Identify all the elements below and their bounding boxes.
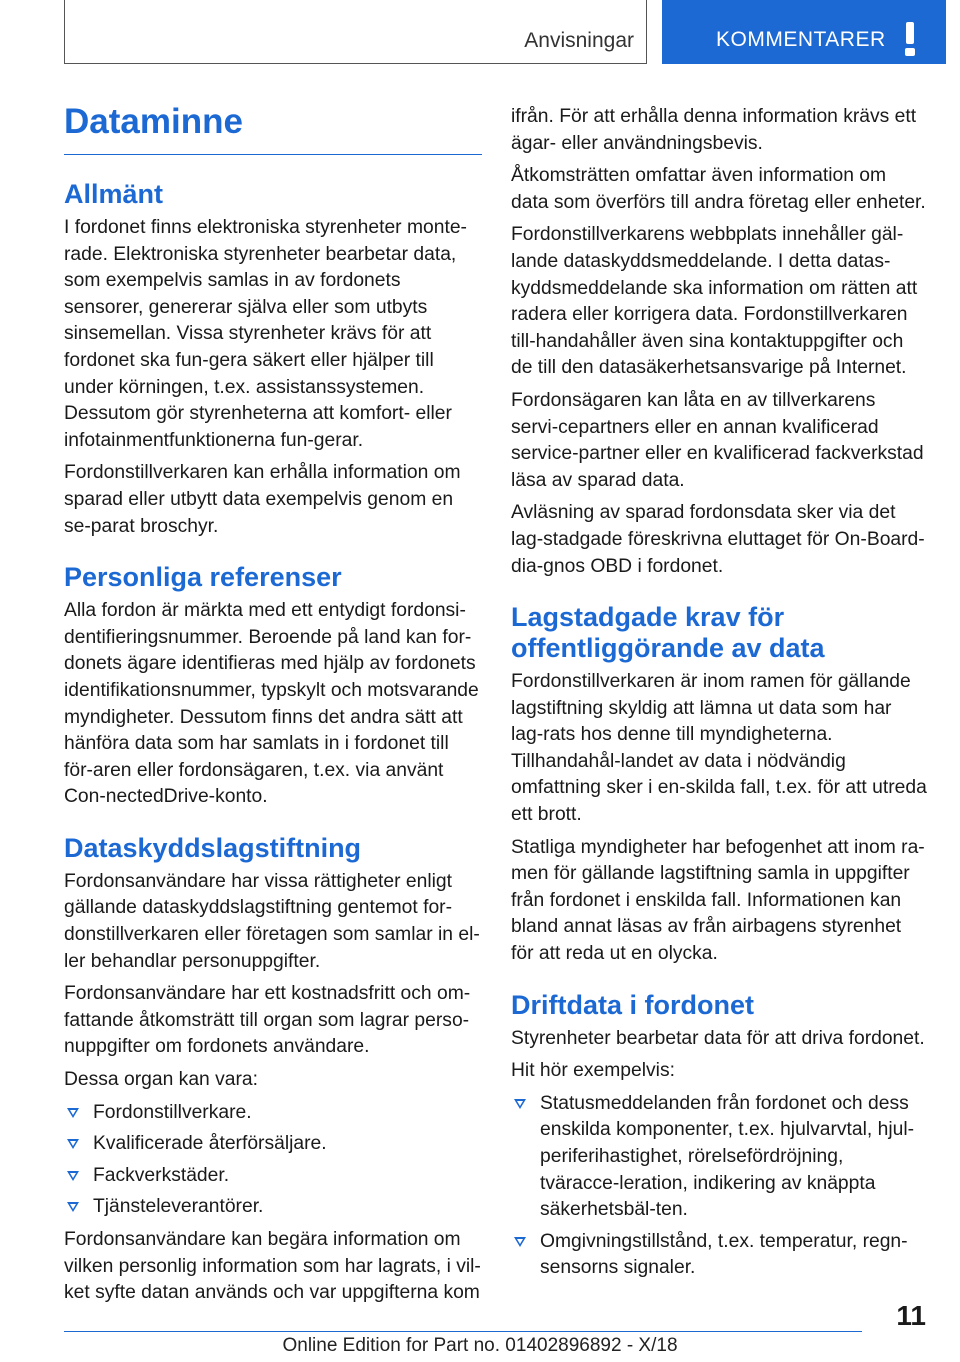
bullet-list [64, 1100, 482, 1221]
footer-divider [64, 1331, 862, 1332]
right-column [511, 104, 927, 1287]
section-heading: Dataskyddslagstiftning [64, 832, 362, 863]
list-item [64, 1163, 482, 1190]
paragraph: Fordonsanvändare kan begära information om vilken personlig information som har lagrats, i vil-ket syfte datan används och var uppgifterna kom [64, 1229, 481, 1304]
bullet-triangle-icon [514, 1237, 526, 1247]
list-item-text: Fordonstillverkare. [93, 1101, 252, 1123]
left-column [64, 100, 482, 1307]
bullet-triangle-icon [67, 1139, 79, 1149]
section-heading: Allmänt [64, 179, 164, 209]
paragraph: Hit hör exempelvis: [511, 1060, 675, 1082]
header-section-label[interactable]: Anvisningar [524, 29, 634, 52]
paragraph: Fordonsanvändare har vissa rättigheter enligt gällande dataskyddslagstiftning gentemot for-donstillverkaren eller företagen som samlar in el-ler behandlar personuppgifter. [64, 870, 480, 972]
bullet-list [511, 1091, 927, 1282]
page-title: Dataminne [64, 100, 482, 155]
footer-edition-text: Online Edition for Part no. 01402896892 - X/18 [282, 1335, 678, 1356]
section-allmant [64, 179, 482, 540]
section-lagstadgade-krav [511, 602, 927, 968]
kommentarer-tab-label: KOMMENTARER [716, 28, 886, 51]
section-driftdata [511, 990, 927, 1282]
list-item-text: Tjänsteleverantörer. [93, 1196, 264, 1218]
paragraph: Fordonstillverkaren är inom ramen för gällande lagstiftning skyldig att lämna ut data som har lag-rats hos denne till myndigheterna. Tillhandahål-landet av data i nödvändig omfattning sker i en-skilda fall, t.ex. för att utreda ett brott. [511, 671, 927, 826]
page-number: 11 [896, 1300, 926, 1331]
paragraph: Dessa organ kan vara: [64, 1069, 258, 1091]
header-section-box [64, 0, 647, 64]
paragraph: Statliga myndigheter har befogenhet att inom ra-men för gällande lagstiftning samla in uppgifter från fordonet i enskilda fall. Informationen kan bland annat läsas av från airbagens styrenhet för att reda ut en olycka. [511, 836, 925, 965]
paragraph: Fordonstillverkaren kan erhålla information om sparad eller utbytt data exempelvis genom en se-parat broschyr. [64, 462, 461, 537]
section-heading: Lagstadgade krav för offentliggörande av data [511, 602, 825, 664]
paragraph: Åtkomsträtten omfattar även information om data som överförs till andra företag eller enheter. [511, 165, 926, 213]
list-item-text: Statusmeddelanden från fordonet och dess enskilda komponenter, t.ex. hjulvarvtal, hjul-periferihastighet, rörelsefördröjning, tväracce-leration, indikering av knäppta säkerhetsbäl-ten. [540, 1092, 915, 1221]
bullet-triangle-icon [67, 1202, 79, 1212]
list-item [511, 1091, 927, 1224]
bullet-triangle-icon [67, 1171, 79, 1181]
paragraph: Alla fordon är märkta med ett entydigt fordonsi-dentifieringsnummer. Beroende på land kan for-donets ägare identifieras med hjälp av fordonets identifikationsnummer, typskylt och motsvarande myndigheter. Dessutom finns det andra sätt att hänföra data som har samlats in i fordonet till för-aren eller fordonsägaren, t.ex. via använt Con-nectedDrive-konto. [64, 600, 479, 808]
list-item-text: Omgivningstillstånd, t.ex. temperatur, regn-sensorns signaler. [540, 1230, 908, 1279]
paragraph: Styrenheter bearbetar data för att driva fordonet. [511, 1027, 925, 1049]
section-heading: Personliga referenser [64, 562, 342, 593]
list-item-text: Kvalificerade återförsäljare. [93, 1133, 327, 1155]
paragraph: ifrån. För att erhålla denna information krävs ett ägar- eller användningsbevis. [511, 106, 917, 154]
paragraph: Fordonsanvändare har ett kostnadsfritt och om-fattande åtkomsträtt till organ som lagrar perso-nuppgifter om fordonets användare. [64, 983, 471, 1058]
kommentarer-tab[interactable] [662, 0, 946, 64]
bullet-triangle-icon [67, 1108, 79, 1118]
list-item [64, 1131, 482, 1158]
list-item [64, 1194, 482, 1221]
list-item [511, 1229, 927, 1282]
paragraph: I fordonet finns elektroniska styrenheter monte-rade. Elektroniska styrenheter bearbetar data, som exempelvis samlas in av fordonets sensorer, genererar själva eller som utbyts sinsemellan. Vissa styrenheter krävs för att fordonet ska fun-gera säkert eller hjälper till under körningen, t.ex. assistanssystemen. Dessutom gör styrenheterna att komfort- eller infotainmentfunktionerna fun-gerar. [64, 217, 467, 451]
paragraph: Avläsning av sparad fordonsdata sker via det lag-stadgade föreskrivna eluttaget för On-Board-dia-gnos OBD i fordonet. [511, 502, 925, 577]
paragraph: Fordonstillverkarens webbplats innehåller gäl-lande dataskyddsmeddelande. I detta datas-kyddsmeddelande ska information om rätten att radera eller korrigera data. Fordonstillverkaren till-handahåller även sina kontaktuppgifter och de till den datasäkerhetsansvarige på Internet. [511, 224, 918, 379]
bullet-triangle-icon [514, 1099, 526, 1109]
section-personliga-referenser [64, 562, 482, 811]
list-item-text: Fackverkstäder. [93, 1164, 230, 1186]
section-heading: Driftdata i fordonet [511, 989, 754, 1020]
exclamation-icon [904, 22, 916, 56]
section-dataskyddslagstiftning [64, 833, 482, 1307]
paragraph: Fordonsägaren kan låta en av tillverkarens servi-cepartners eller en annan kvalificerad service-partner eller en kvalificerad fackverkstad läsa av sparad data. [511, 389, 924, 491]
list-item [64, 1100, 482, 1127]
